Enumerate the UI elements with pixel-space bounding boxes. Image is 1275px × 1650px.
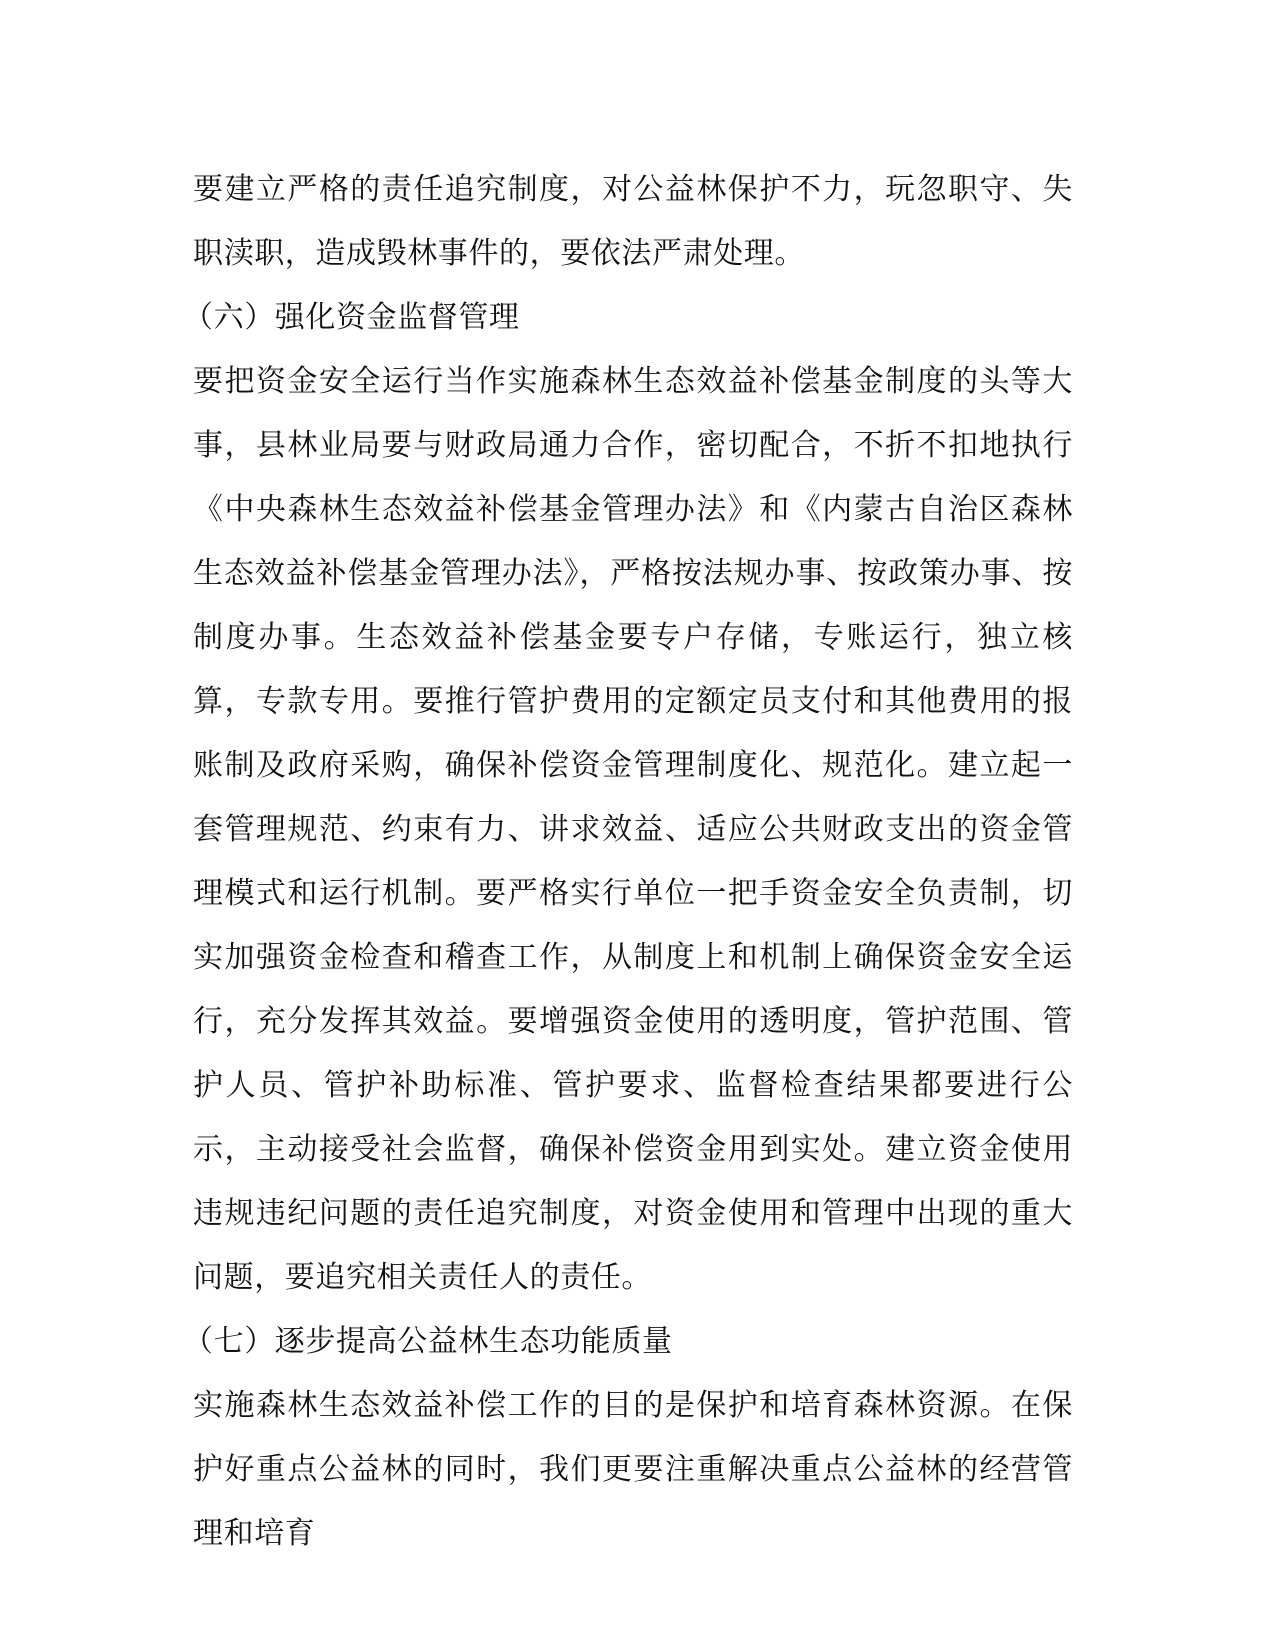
paragraph-fund-supervision: 要把资金安全运行当作实施森林生态效益补偿基金制度的头等大事，县林业局要与财政局通力合作，密切配合，不折不扣地执行《中央森林生态效益补偿基金管理办法》和《内蒙古自治区森林生态效益补偿基金管理办法》，严格按法规办事、按政策办事、按制度办事。生态效益补偿基金要专户存储，专账运行，独立核算，专款专用。要推行管护费用的定额定员支付和其他费用的报账制及政府采购，确保补偿资金管理制度化、规范化。建立起一套管理规范、约束有力、讲求效益、适应公共财政支出的资金管理模式和运行机制。要严格实行单位一把手资金安全负责制，切实加强资金检查和稽查工作，从制度上和机制上确保资金安全运行，充分发挥其效益。要增强资金使用的透明度，管护范围、管护人员、管护补助标准、管护要求、监督检查结果都要进行公示，主动接受社会监督，确保补偿资金用到实处。建立资金使用违规违纪问题的责任追究制度，对资金使用和管理中出现的重大问题，要追究相关责任人的责任。 <box>193 364 1073 1295</box>
section-heading-6: （六）强化资金监督管理 <box>183 300 520 335</box>
paragraph-accountability: 要建立严格的责任追究制度，对公益林保护不力，玩忽职守、失职渎职，造成毁林事件的，要依法严肃处理。 <box>193 172 1073 271</box>
document-body <box>183 158 1073 1566</box>
section-heading-7: （七）逐步提高公益林生态功能质量 <box>183 1324 673 1359</box>
paragraph-forest-quality: 实施森林生态效益补偿工作的目的是保护和培育森林资源。在保护好重点公益林的同时，我们更要注重解决重点公益林的经营管理和培育 <box>193 1388 1073 1551</box>
